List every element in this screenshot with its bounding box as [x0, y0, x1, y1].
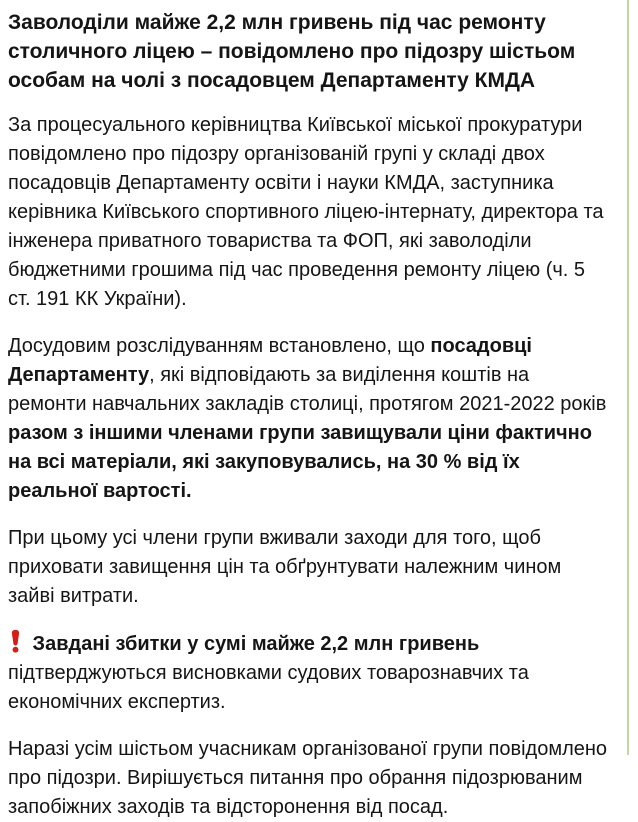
paragraph: [8, 629, 610, 717]
paragraph: [8, 332, 610, 506]
red-exclamation-icon: [8, 629, 23, 653]
paragraph: [8, 524, 610, 611]
text-segment: За процесуального керівництва Київської міської прокуратури повідомлено про підозру організованій групі у складі двох посадовців Департаменту освіти і науки КМДА, заступника керівника Київського спортивного ліцею-інтернату, директора та інженера приватного товариства та ФОП, які заволоділи бюджетними грошима під час проведення ремонту ліцею (ч. 5 ст. 191 КК України).: [8, 114, 604, 310]
bold-text-segment: посадовці Департаменту: [8, 335, 532, 386]
right-edge-divider: [627, 0, 629, 755]
bold-text-segment: Завдані збитки у сумі майже 2,2 млн гривень: [27, 633, 480, 655]
post-body: [8, 111, 610, 822]
text-segment: підтверджуються висновками судових товарознавчих та економічних експертиз.: [8, 662, 529, 713]
paragraph: [8, 735, 610, 822]
text-segment: При цьому усі члени групи вживали заходи для того, щоб приховати завищення цін та обґрунтувати належним чином зайві витрати.: [8, 527, 562, 607]
text-segment: , які відповідають за виділення коштів на ремонти навчальних закладів столиці, протягом 2021-2022 років: [8, 364, 607, 415]
post-title: Заволоділи майже 2,2 млн гривень під час ремонту столичного ліцею – повідомлено про підозру шістьом особам на чолі з посадовцем Департаменту КМДА: [8, 11, 576, 92]
text-segment: Наразі усім шістьом учасникам організованої групи повідомлено про підозри. Вирішується питання про обрання підозрюваним запобіжних заходів та відсторонення від посад.: [8, 738, 608, 818]
text-segment: Досудовим розслідуванням встановлено, що: [8, 335, 431, 357]
bold-text-segment: разом з іншими членами групи завищували ціни фактично на всі матеріали, які закуповувались, на 30 % від їх реальної вартості.: [8, 422, 592, 502]
paragraph: [8, 111, 610, 314]
